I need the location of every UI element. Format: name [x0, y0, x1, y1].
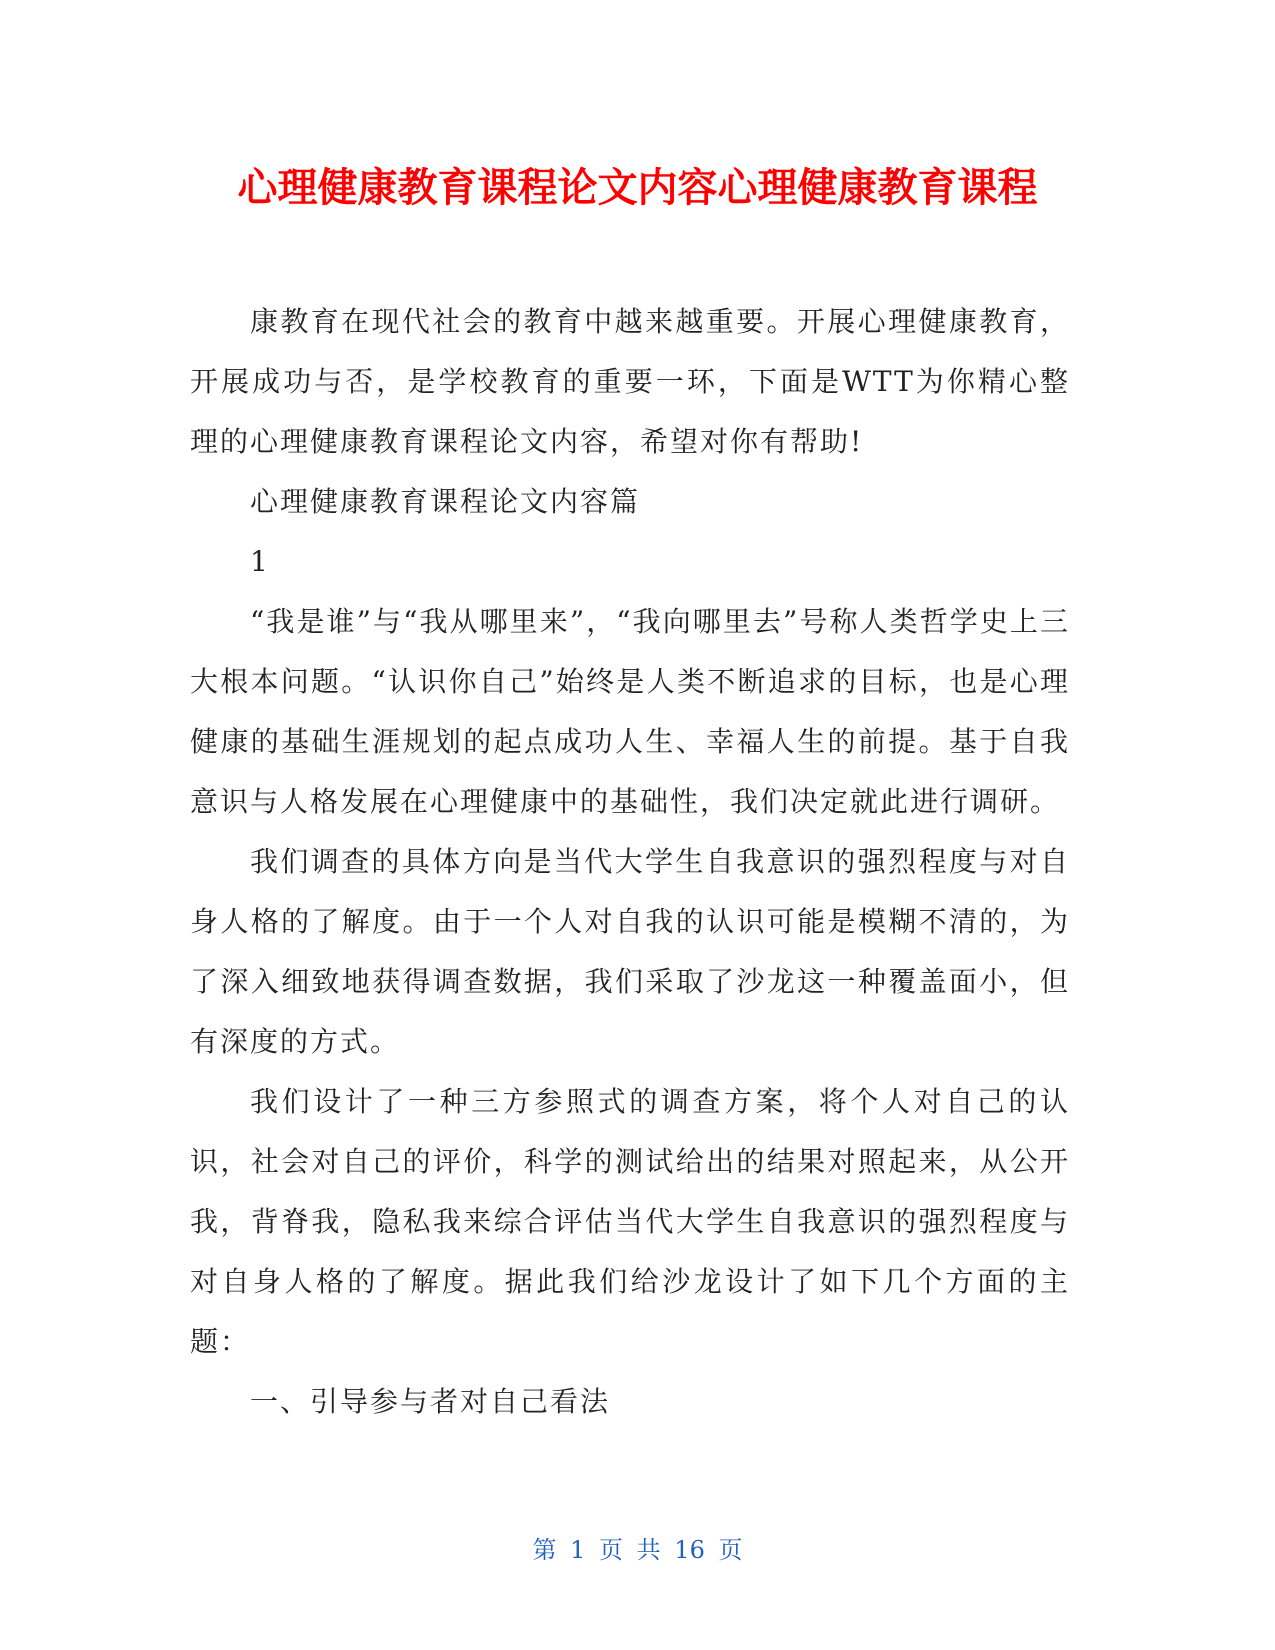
paragraph-intro: 康教育在现代社会的教育中越来越重要。开展心理健康教育，开展成功与否，是学校教育的重要一环，下面是WTT为你精心整理的心理健康教育课程论文内容，希望对你有帮助!: [190, 305, 1070, 458]
section-number: 1: [250, 545, 270, 578]
paragraph-survey-plan: 我们设计了一种三方参照式的调查方案，将个人对自己的认识，社会对自己的评价，科学的测试给出的结果对照起来，从公开我，背脊我，隐私我来综合评估当代大学生自我意识的强烈程度与对自身人格的了解度。据此我们给沙龙设计了如下几个方面的主题：: [190, 1085, 1070, 1358]
page-number-footer: 第 1 页 共 16 页: [532, 1536, 743, 1564]
list-item-1: 一、引导参与者对自己看法: [250, 1385, 611, 1418]
document-body: [190, 292, 1070, 1432]
section-heading: 心理健康教育课程论文内容篇: [250, 485, 641, 518]
paragraph-philosophy: “我是谁”与“我从哪里来”，“我向哪里去”号称人类哲学史上三大根本问题。“认识你自己”始终是人类不断追求的目标，也是心理健康的基础生涯规划的起点成功人生、幸福人生的前提。基于自我意识与人格发展在心理健康中的基础性，我们决定就此进行调研。: [190, 605, 1070, 818]
paragraph-survey-direction: 我们调查的具体方向是当代大学生自我意识的强烈程度与对自身人格的了解度。由于一个人对自我的认识可能是模糊不清的，为了深入细致地获得调查数据，我们采取了沙龙这一种覆盖面小，但有深度的方式。: [190, 845, 1070, 1058]
document-title: 心理健康教育课程论文内容心理健康教育课程: [237, 165, 1038, 211]
